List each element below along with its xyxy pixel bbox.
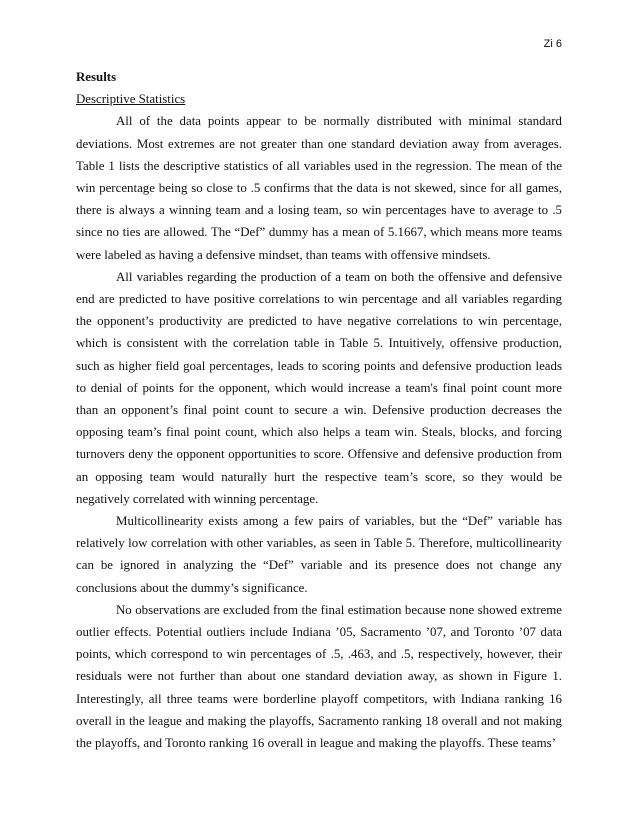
section-title: Results bbox=[76, 70, 117, 84]
paragraph-multicollinearity: Multicollinearity exists among a few pairs of variables, but the “Def” variable has relatively low correlation with other variables, as seen in Table 5. Therefore, multicollinearity can be ignored in analyzing the “Def” variable and its presence does not change any conclusions about the dummy’s significance. bbox=[76, 514, 562, 595]
paragraph-correlations: All variables regarding the production of a team on both the offensive and defensive end are predicted to have positive correlations to win percentage and all variables regarding the opponent’s productivity are predicted to have negative correlations to win percentage, which is consistent with the correlation table in Table 5. Intuitively, offensive production, such as higher field goal percentages, leads to scoring points and defensive production leads to denial of points for the opponent, which would increase a team's final point count more than an opponent’s final point count to secure a win. Defensive production decreases the opposing team’s final point count, which also helps a team win. Steals, blocks, and forcing turnovers deny the opponent opportunities to score. Offensive and defensive production from an opposing team would naturally hurt the respective team’s score, so they would be negatively correlated with winning percentage. bbox=[76, 269, 562, 506]
document-body bbox=[76, 66, 562, 754]
page-number: Zi 6 bbox=[543, 38, 562, 50]
paragraph-outliers: No observations are excluded from the final estimation because none showed extreme outlier effects. Potential outliers include Indiana ’05, Sacramento ’07, and Toronto ’07 data points, which correspond to win percentages of .5, .463, and .5, respectively, however, their residuals were not further than about one standard deviation away, as shown in Figure 1. Interestingly, all three teams were borderline playoff competitors, with Indiana ranking 16 overall in the league and making the playoffs, Sacramento ranking 18 overall and not making the playoffs, and Toronto ranking 16 overall in league and making the playoffs. These teams’ bbox=[76, 602, 562, 751]
paragraph-descriptive-statistics: All of the data points appear to be normally distributed with minimal standard deviations. Most extremes are not greater than one standard deviation away from averages. Table 1 lists the descriptive statistics of all variables used in the regression. The mean of the win percentage being so close to .5 confirms that the data is not skewed, since for all games, there is always a winning team and a losing team, so win percentages have to average to .5 since no ties are allowed. The “Def” dummy has a mean of 5.1667, which means more teams were labeled as having a defensive mindset, than teams with offensive mindsets. bbox=[76, 114, 562, 262]
subsection-title: Descriptive Statistics bbox=[76, 92, 186, 107]
